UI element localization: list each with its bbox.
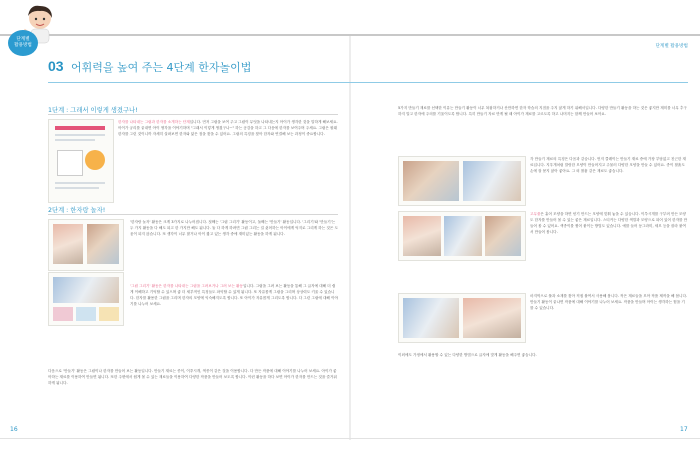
title-number: 03 <box>48 58 64 74</box>
right-page-number: 17 <box>680 426 688 433</box>
step1-heading: 1단계 : 그래서 이렇게 생겼구나! <box>48 107 138 114</box>
right-block2-accent: 고무줄 <box>530 212 541 216</box>
right-block2 <box>530 211 688 235</box>
title-rule <box>48 82 688 83</box>
page-title <box>48 58 348 78</box>
step2-body2 <box>130 283 338 307</box>
section-badge <box>8 30 38 56</box>
running-head: 단계별 활용방법 <box>655 44 688 49</box>
badge-line1: 단계별 <box>16 37 30 42</box>
step1-body <box>118 119 338 137</box>
right-photo-1 <box>398 156 526 206</box>
step2-rule <box>48 214 338 215</box>
step1-body-accent: 한자를 나타내는 그림과 한자를 소개하는 단계 <box>118 120 190 124</box>
step2-body3: 다음으로 '만들기' 활동은 그림이나 한자를 만들어 보는 활동입니다. 만들기 재료는 종이, 이쑤시개, 색종이 같은 것을 이용합니다. 다 만든 작품에 대해 이야기를 나누어 보세요. 아이가 좋아하는 재료를 이용하여 만들면 됩니다. 또한 주변에서 쉽게 볼 수 있는 재료들을 이용하여 다양한 작품을 만들어 보도록 합니다. 이런 활동을 하다 보면 아이가 한자를 만드는 것을 즐거워하게 됩니다. <box>48 369 337 386</box>
right-photo-2 <box>398 211 526 261</box>
right-block1: 각 만들기 재료의 특징은 다음과 같습니다. 먼저 클레이는 만들기 재료 중에 가장 부담없고 친근한 재료입니다. 지우개처럼 말랑한 모양이 만들어지고 주물러 다양한 모양을 만들 수 있어요. 종이 찰흙도 손에 잘 묻지 않아 좋아요. 그 외 찰흙 같은 재료도 좋습니다. <box>530 157 686 174</box>
badge-line2: 활용방법 <box>14 42 32 48</box>
step1-worksheet-image <box>48 119 114 203</box>
right-block2-text: 은 흩어 모양을 하면 얻기 만드는 모양에 맞춰 놓을 수 있습니다. 이쑤시개를 구부려 만든 모양도 한자를 만들어 볼 수 있는 좋은 재료입니다. 스티커는 다양한 색깔과 모양으로 되어 있어 한자를 만들어 볼 수 있어요. 색종이를 찢어 붙이는 방법도 있습니다. 예를 들어 동그라미, 세모 등을 잘라 붙여서 만들어 봅니다. <box>530 212 688 235</box>
title-text: 어휘력을 높여 주는 4단계 한자놀이법 <box>71 61 252 74</box>
bottom-rule <box>0 438 700 439</box>
step2-body2-accent: '그림 그리기' 활동은 한자를 나타내는 그림을 그려보거나 그려 보는 활동 <box>130 284 243 288</box>
sun-drawing-icon <box>85 150 105 170</box>
right-intro: 5가지 만들기 재료를 선택한 이유는 만들기 활동이 너무 복잡하거나 산만하면 한자 학습의 지점을 주지 않게 하기 위해서입니다. 다양한 만들기 활동을 하는 것은 좋지만 재미를 너무 추구하지 말고 한자에 주의를 기울이도록 합니다. 특히 만들기 자료 만게 될 때 아이가 재료를 고르도록 하고 나머지는 함께 만들어 보아요. <box>398 106 687 117</box>
step2-photo-bottom <box>48 272 124 326</box>
right-block3: 마지막으로 풀과 소재를 찾아 직접 붙여서 사용해 봅니다. 작은 재료들을 모아 작품 제작을 해 봅니다. 만들기 활동이 끝나면 작품에 대해 이야기를 나누어 보세요. 작품을 만들며 아이는 생각하는 힘을 기를 수 있습니다. <box>530 294 688 311</box>
right-photo-3 <box>398 293 526 343</box>
step2-body2-text: 입니다. 그림을 그려 보는 활동을 통해 그 글자에 대해 더 쉽게 이해하고 기억할 수 있으며 좋 더 세부적인 특징들도 파악할 수 있게 됩니다. 또 자유롭게 그림을 그리며 상상력도 키울 수 있습니다. 한자를 활용한 그림을 그리며 한자의 모양에 익숙해지도록 합니다. 또 아이가 자유롭게 그리도록 합니다. 다 그린 그림에 대해 이야기를 나누어 보세요. <box>130 284 338 307</box>
step1-rule <box>48 114 338 115</box>
page-fold <box>349 36 351 440</box>
right-closing: 이외에도 가정에서 활용할 수 있는 다양한 방법으로 글자에 맞게 활동을 해주면 좋습니다. <box>398 353 537 357</box>
step2-heading: 2단계 : 한자랑 놀자! <box>48 207 106 214</box>
left-page-number: 16 <box>10 426 18 433</box>
step1-body-text: 입니다. 먼저 그림을 보여 주고 그림이 무엇을 나타내는지 아이가 생각한 것을 말하게 해보세요. 아이가 궁리를 끝내면 아이 생각을 이야기하며 "그래서 이렇게 생겼구나~" 하는 공감을 하고 그 다음에 한자를 보여주며 주세요. 그림은 원래 한자를 그린 것이니까 자세히 살펴보면 한자와 닮은 점을 찾을 수 있어요. 그림의 특징을 찾아 한자와 연결해 보는 과정이 중요합니다. <box>118 120 338 137</box>
step2-photo-top <box>48 219 124 271</box>
step2-body: '한자랑 놀자' 활동은 크게 3가지로 나누어집니다. 첫째는 '그림 그리기' 활동이고, 둘째는 '만들기' 활동입니다. '그리기'와 '만들기'는 두 가지 활동을 다 해도 되고 한 가지만 해도 됩니다. 둘 다 하게 하려면 그림 그리는 걸 싫어하는 아이에게 억지로 그리게 하는 것은 도움이 되지 않습니다. 또 생각이 너무 많거나 아이 짧고 있는 생각 중에 재미있는 활동을 하게 됩니다. <box>130 220 338 237</box>
